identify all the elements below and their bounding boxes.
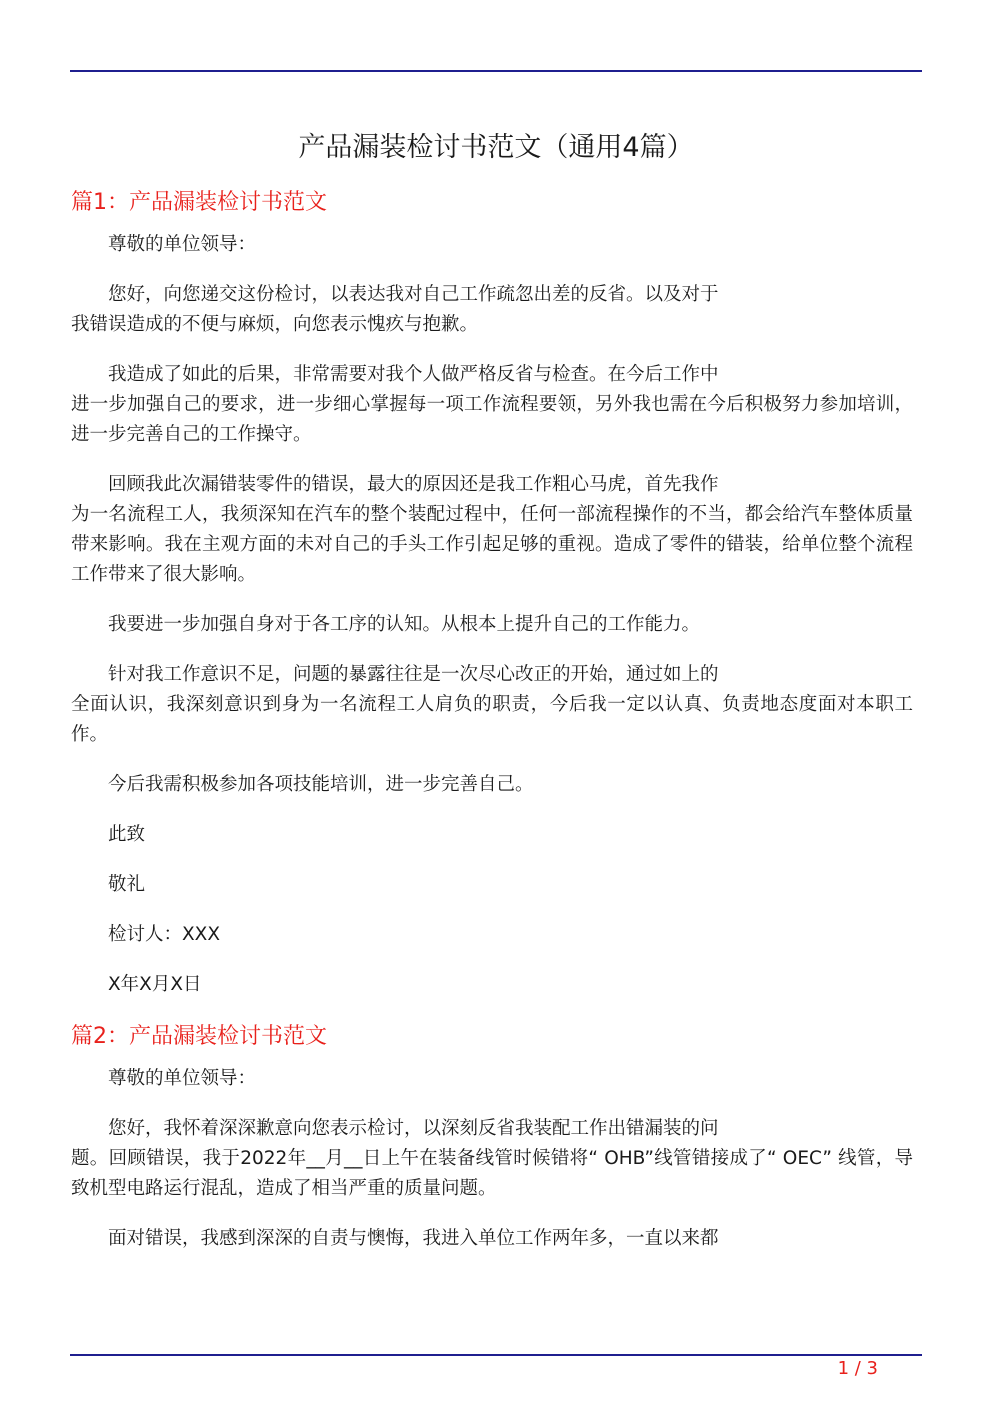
section-1-paragraph-2 (71, 360, 913, 450)
section-2-heading: 篇2：产品漏装检讨书范文 (71, 1024, 327, 1049)
section-1-paragraph-1 (71, 280, 913, 340)
section-1-paragraph-4: 我要进一步加强自身对于各工序的认知。从根本上提升自己的工作能力。 (108, 614, 701, 635)
section-2-paragraph-1 (71, 1114, 913, 1204)
paragraph-rest: 进一步加强自己的要求，进一步细心掌握每一项工作流程要领，另外我也需在今后积极努力参加培训，进一步完善自己的工作操守。 (71, 394, 913, 445)
document-body (71, 186, 913, 1274)
section-1-closing-2: 敬礼 (108, 874, 146, 895)
section-1-closing-1: 此致 (108, 824, 146, 845)
paragraph-rest: 为一名流程工人，我须深知在汽车的整个装配过程中，任何一部流程操作的不当，都会给汽车整体质量带来影响。我在主观方面的未对自己的手头工作引起足够的重视。造成了零件的错装，给单位整个流程工作带来了很大影响。 (71, 504, 913, 585)
section-2-paragraph-2: 面对错误，我感到深深的自责与懊悔，我进入单位工作两年多，一直以来都 (108, 1228, 719, 1249)
section-1-salutation: 尊敬的单位领导： (108, 234, 257, 255)
header-rule (70, 70, 922, 72)
paragraph-first-line: 我造成了如此的后果，非常需要对我个人做严格反省与检查。在今后工作中 (108, 364, 719, 385)
paragraph-first-line: 针对我工作意识不足，问题的暴露往往是一次尽心改正的开始，通过如上的 (108, 664, 719, 685)
paragraph-rest: 全面认识，我深刻意识到身为一名流程工人肩负的职责，今后我一定以认真、负责地态度面对本职工作。 (71, 694, 913, 745)
section-2-salutation: 尊敬的单位领导： (108, 1068, 257, 1089)
section-1-signer: 检讨人：XXX (108, 924, 221, 945)
paragraph-rest: 题。回顾错误，我于2022年__月__日上午在装备线管时候错将“ OHB”线管错接成了“ OEC” 线管，导致机型电路运行混乱，造成了相当严重的质量问题。 (71, 1148, 913, 1199)
paragraph-rest: 我错误造成的不便与麻烦，向您表示愧疚与抱歉。 (71, 314, 479, 335)
section-1-heading: 篇1：产品漏装检讨书范文 (71, 190, 327, 215)
paragraph-first-line: 您好，我怀着深深歉意向您表示检讨，以深刻反省我装配工作出错漏装的问 (108, 1118, 719, 1139)
section-1-paragraph-3 (71, 470, 913, 590)
paragraph-first-line: 您好，向您递交这份检讨，以表达我对自己工作疏忽出差的反省。以及对于 (108, 284, 719, 305)
paragraph-first-line: 回顾我此次漏错装零件的错误，最大的原因还是我工作粗心马虎，首先我作 (108, 474, 719, 495)
document-title: 产品漏装检讨书范文（通用4篇） (298, 132, 694, 163)
section-1-date: X年X月X日 (108, 974, 202, 995)
section-1-paragraph-5 (71, 660, 913, 750)
footer-rule (70, 1354, 922, 1356)
page-number: 1 / 3 (837, 1358, 878, 1379)
section-1-paragraph-6: 今后我需积极参加各项技能培训，进一步完善自己。 (108, 774, 534, 795)
